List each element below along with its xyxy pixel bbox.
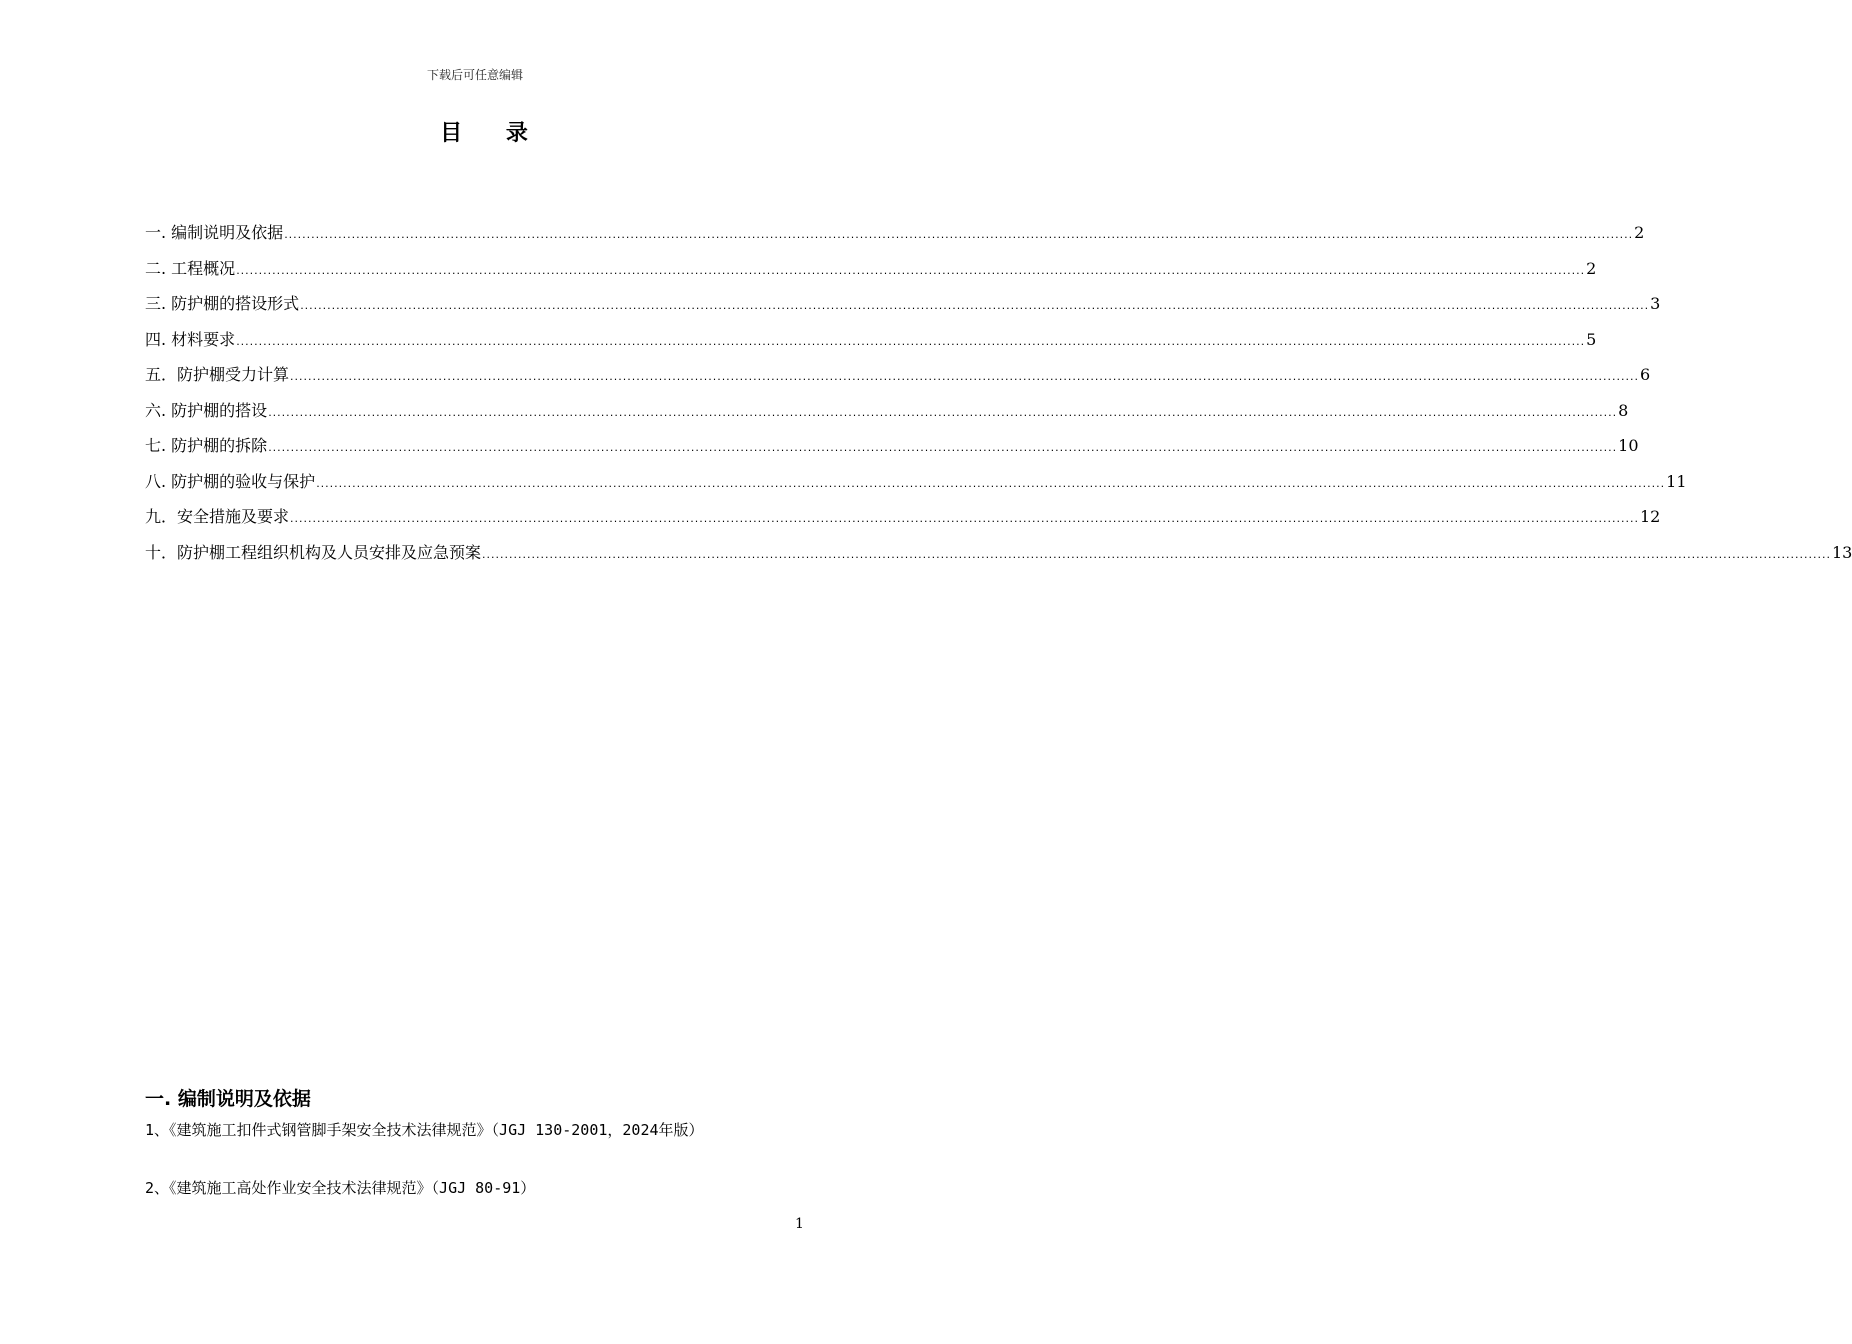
toc-entry[interactable] [145, 433, 1639, 469]
toc-entry-label: 九．安全措施及要求 [145, 507, 290, 526]
toc-entry-page: 6 [1640, 365, 1651, 384]
toc-entry[interactable] [145, 540, 1852, 576]
toc-entry-page: 2 [1634, 223, 1645, 242]
toc-leader-dots: ............................................................................................................................................................................................................................................................................................................ [300, 299, 1650, 312]
toc-entry-label: 六. 防护棚的搭设 [145, 400, 268, 420]
toc-leader-dots: ............................................................................................................................................................................................................................................................................................................ [290, 370, 1639, 383]
toc-entry-label: 十．防护棚工程组织机构及人员安排及应急预案 [145, 542, 482, 562]
toc-entry[interactable] [145, 256, 1597, 292]
toc-entry-label: 二. 工程概况 [145, 258, 236, 278]
toc-entry[interactable] [145, 291, 1661, 327]
toc-leader-dots: ............................................................................................................................................................................................................................................................................................................ [290, 512, 1639, 525]
section-heading: 一. 编制说明及依据 [145, 1088, 311, 1110]
toc-entry-page: 3 [1650, 294, 1661, 313]
toc-entry[interactable] [145, 504, 1661, 540]
toc-entry-page: 11 [1666, 471, 1687, 491]
toc-entry-label: 八. 防护棚的验收与保护 [145, 471, 316, 491]
toc-entry-page: 12 [1640, 507, 1661, 526]
toc-entry-page: 13 [1832, 542, 1852, 562]
reference-item: 1、《建筑施工扣件式钢管脚手架安全技术法律规范》（JGJ 130-2001，2024年版） [145, 1121, 704, 1139]
page-number: 1 [795, 1216, 804, 1232]
toc-entry-page: 5 [1586, 329, 1597, 349]
toc-leader-dots: ............................................................................................................................................................................................................................................................................................................ [236, 334, 1586, 348]
toc-leader-dots: ............................................................................................................................................................................................................................................................................................................ [236, 263, 1586, 277]
toc-leader-dots: ............................................................................................................................................................................................................................................................................................................ [268, 405, 1618, 419]
toc-entry-page: 8 [1618, 400, 1629, 420]
toc-entry-label: 三. 防护棚的搭设形式 [145, 294, 300, 313]
toc-entry[interactable] [145, 220, 1645, 256]
toc-entry[interactable] [145, 469, 1687, 505]
header-note: 下载后可任意编辑 [426, 68, 523, 82]
toc-entry-label: 七. 防护棚的拆除 [145, 436, 268, 455]
toc-entry-page: 10 [1618, 436, 1639, 455]
toc-leader-dots: ............................................................................................................................................................................................................................................................................................................ [316, 476, 1666, 490]
toc-entry[interactable] [145, 327, 1597, 363]
toc-title: 目 录 [440, 120, 546, 146]
toc-entry-page: 2 [1586, 258, 1597, 278]
toc-entry-label: 一. 编制说明及依据 [145, 223, 284, 242]
reference-item: 2、《建筑施工高处作业安全技术法律规范》（JGJ 80-91） [145, 1179, 536, 1197]
toc-entry-label: 五．防护棚受力计算 [145, 365, 290, 384]
toc-leader-dots: ............................................................................................................................................................................................................................................................................................................ [482, 547, 1831, 561]
toc-leader-dots: ............................................................................................................................................................................................................................................................................................................ [284, 228, 1634, 241]
toc-entry[interactable] [145, 362, 1651, 398]
toc-entry[interactable] [145, 398, 1629, 434]
toc-entry-label: 四. 材料要求 [145, 329, 236, 349]
table-of-contents [145, 220, 1852, 575]
toc-leader-dots: ............................................................................................................................................................................................................................................................................................................ [268, 441, 1618, 454]
